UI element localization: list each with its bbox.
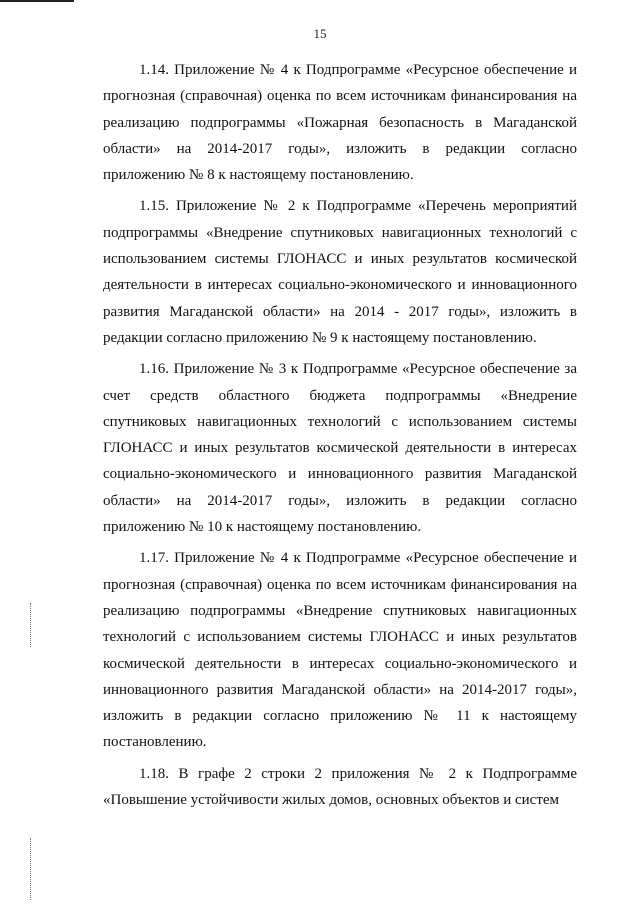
scan-corner-mark bbox=[0, 0, 74, 2]
page-number: 15 bbox=[313, 26, 327, 41]
paragraph-1-16: 1.16. Приложение № 3 к Подпрограмме «Ресурсное обеспечение за счет средств областного бюджета подпрограммы «Внедрение спутниковых навигационных технологий с использованием системы ГЛОНАСС и иных результатов космической деятельности в интересах социально-экономического и инновационного развития Магаданской области» на 2014-2017 годы», изложить в редакции согласно приложению № 10 к настоящему постановлению. bbox=[103, 361, 577, 536]
binding-margin-marks-lower bbox=[30, 838, 31, 900]
paragraph-1-15: 1.15. Приложение № 2 к Подпрограмме «Перечень мероприятий подпрограммы «Внедрение спутниковых навигационных технологий с использованием системы ГЛОНАСС и иных результатов космической деятельности в интересах социально-экономического и инновационного развития Магаданской области» на 2014 - 2017 годы», изложить в редакции согласно приложению № 9 к настоящему постановлению. bbox=[103, 198, 577, 346]
paragraph-1-17: 1.17. Приложение № 4 к Подпрограмме «Ресурсное обеспечение и прогнозная (справочная) оценка по всем источникам финансирования на реализацию подпрограммы «Внедрение спутниковых навигационных технологий с использованием системы ГЛОНАСС и иных результатов космической деятельности в интересах социально-экономического и инновационного развития Магаданской области» на 2014-2017 годы», изложить в редакции согласно приложению № 11 к настоящему постановлению. bbox=[103, 550, 577, 751]
paragraph-1-18: 1.18. В графе 2 строки 2 приложения № 2 к Подпрограмме «Повышение устойчивости жилых домов, основных объектов и систем bbox=[103, 765, 577, 809]
document-body bbox=[103, 57, 577, 818]
binding-margin-marks-upper bbox=[30, 603, 31, 647]
paragraph-1-14: 1.14. Приложение № 4 к Подпрограмме «Ресурсное обеспечение и прогнозная (справочная) оценка по всем источникам финансирования на реализацию подпрограммы «Пожарная безопасность в Магаданской области» на 2014-2017 годы», изложить в редакции согласно приложению № 8 к настоящему постановлению. bbox=[103, 62, 577, 184]
